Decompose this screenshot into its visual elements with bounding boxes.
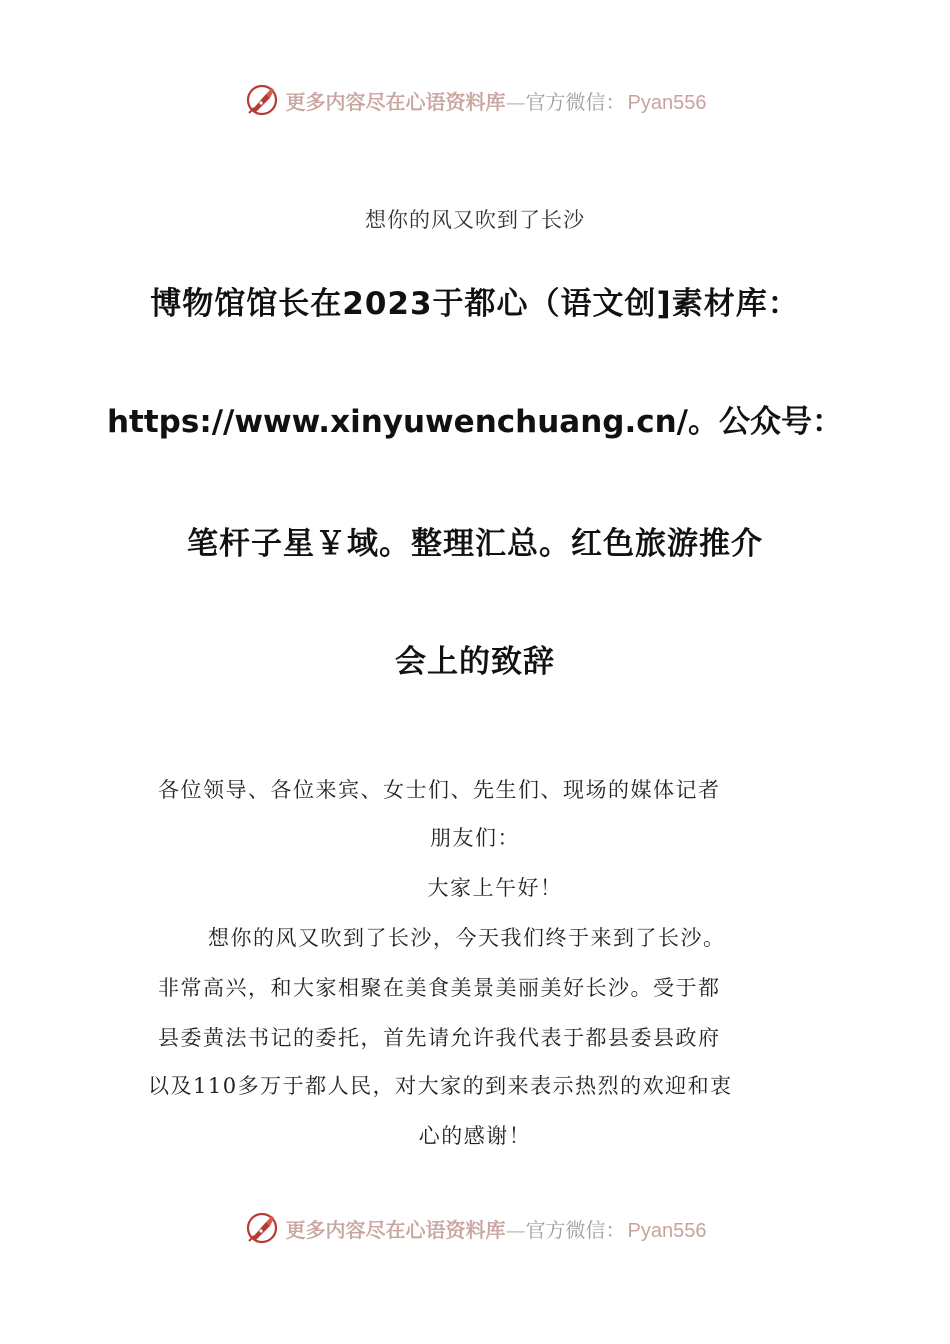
header-banner	[0, 82, 950, 118]
footer-separator: —	[505, 1217, 526, 1242]
pen-nib-logo-icon	[244, 82, 280, 118]
footer-wechat-id: Pyan556	[627, 1219, 707, 1242]
header-separator: —	[505, 89, 526, 114]
document-title-line-2: https://www.xinyuwenchuang.cn/。公众号：	[106, 404, 844, 440]
header-wechat-id: Pyan556	[627, 91, 707, 114]
body-line-5: 非常高兴，和大家相聚在美食美景美丽美好长沙。受于都	[158, 976, 721, 1000]
header-banner-text	[286, 86, 707, 115]
document-title-line-4: 会上的致辞	[395, 644, 555, 680]
footer-banner	[0, 1210, 950, 1246]
body-line-8: 心的感谢！	[418, 1124, 532, 1148]
pen-nib-logo-icon	[244, 1210, 280, 1246]
document-title-line-1: 博物馆馆长在2023于都心（语文创]素材库：	[150, 286, 800, 322]
body-line-2: 朋友们：	[430, 826, 520, 850]
body-line-1: 各位领导、各位来宾、女士们、先生们、现场的媒体记者	[158, 778, 721, 802]
footer-wechat-label: 官方微信：	[525, 1217, 626, 1242]
header-wechat-label: 官方微信：	[525, 89, 626, 114]
footer-brand: 更多内容尽在心语资料库	[285, 1217, 506, 1242]
document-title-line-3: 笔杆子星￥域。整理汇总。红色旅游推介	[187, 526, 763, 562]
footer-banner-text	[286, 1214, 707, 1243]
body-line-4: 想你的风又吹到了长沙，今天我们终于来到了长沙。	[208, 926, 726, 950]
body-line-7: 以及110多万于都人民，对大家的到来表示热烈的欢迎和衷	[148, 1074, 733, 1098]
header-brand: 更多内容尽在心语资料库	[285, 89, 506, 114]
body-line-3: 大家上午好！	[427, 876, 563, 900]
document-subtitle: 想你的风又吹到了长沙	[365, 208, 585, 232]
body-line-6: 县委黄法书记的委托，首先请允许我代表于都县委县政府	[158, 1026, 721, 1050]
